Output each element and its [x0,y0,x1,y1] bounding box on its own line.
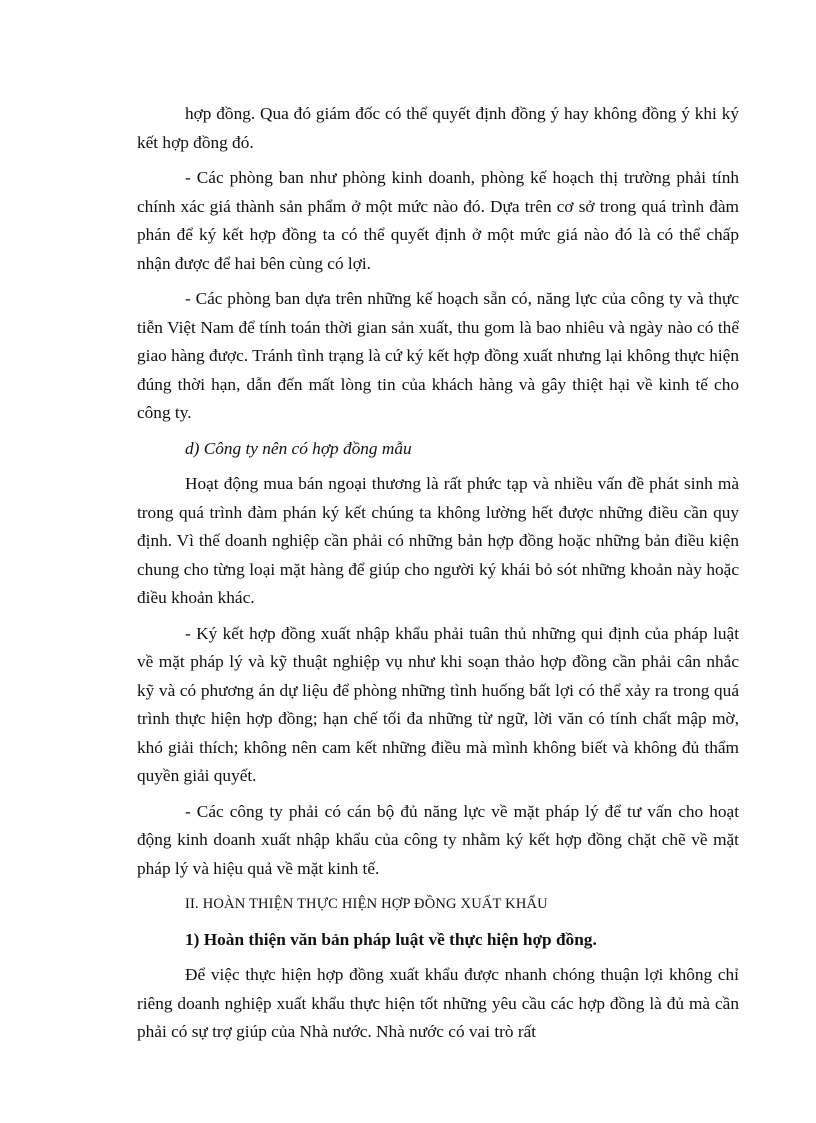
paragraph-4: Hoạt động mua bán ngoại thương là rất phức tạp và nhiều vấn đề phát sinh mà trong quá trình đàm phán ký kết chúng ta không lường hết được những điều cần quy định. Vì thế doanh nghiệp cần phải có những bản hợp đồng hoặc những bản điều kiện chung cho từng loại mặt hàng để giúp cho người ký khái bỏ sót những khoản này hoặc điều khoản khác. [137,474,739,607]
paragraph-2: - Các phòng ban như phòng kinh doanh, phòng kế hoạch thị trường phải tính chính xác giá thành sản phẩm ở một mức nào đó. Dựa trên cơ sở trong quá trình đàm phán để ký kết hợp đồng ta có thể quyết định ở một mức giá nào đó là có thể chấp nhận được để hai bên cùng có lợi. [137,168,739,273]
paragraph-5: - Ký kết hợp đồng xuất nhập khẩu phải tuân thủ những qui định của pháp luật về mặt pháp lý và kỹ thuật nghiệp vụ như khi soạn thảo hợp đồng cần phải cân nhắc kỹ và có phương án dự liệu để phòng những tình huống bất lợi có thể xảy ra trong quá trình thực hiện hợp đồng; hạn chế tối đa những từ ngữ, lời văn có tính chất mập mờ, khó giải thích; không nên cam kết những điều mà mình không biết và không đủ thẩm quyền giải quyết. [137,623,739,785]
section-heading-ii: II. HOÀN THIỆN THỰC HIỆN HỢP ĐỒNG XUẤT KHẨU [185,896,548,912]
paragraph-7: Để việc thực hiện hợp đồng xuất khẩu được nhanh chóng thuận lợi không chỉ riêng doanh nghiệp xuất khẩu thực hiện tốt những yêu cầu các hợp đồng là đủ mà cần phải có sự trợ giúp của Nhà nước. Nhà nước có vai trò rất [137,965,739,1041]
subsection-heading-1: 1) Hoàn thiện văn bản pháp luật về thực hiện hợp đồng. [185,929,597,949]
paragraph-1: hợp đồng. Qua đó giám đốc có thể quyết định đồng ý hay không đồng ý khi ký kết hợp đồng đó. [137,104,739,152]
paragraph-6: - Các công ty phải có cán bộ đủ năng lực về mặt pháp lý để tư vấn cho hoạt động kinh doanh xuất nhập khẩu của công ty nhằm ký kết hợp đồng chặt chẽ về mặt pháp lý và hiệu quả về mặt kinh tế. [137,801,739,878]
paragraph-3: - Các phòng ban dựa trên những kế hoạch sẵn có, năng lực của công ty và thực tiễn Việt Nam để tính toán thời gian sản xuất, thu gom là bao nhiêu và ngày nào có thể giao hàng được. Tránh tình trạng là cứ ký kết hợp đồng xuất nhưng lại không thực hiện đúng thời hạn, dẫn đến mất lòng tin của khách hàng và gây thiệt hại về kinh tế cho công ty. [137,289,739,422]
subsection-heading-d: d) Công ty nên có hợp đồng mẫu [185,438,412,458]
document-body [137,100,739,1054]
